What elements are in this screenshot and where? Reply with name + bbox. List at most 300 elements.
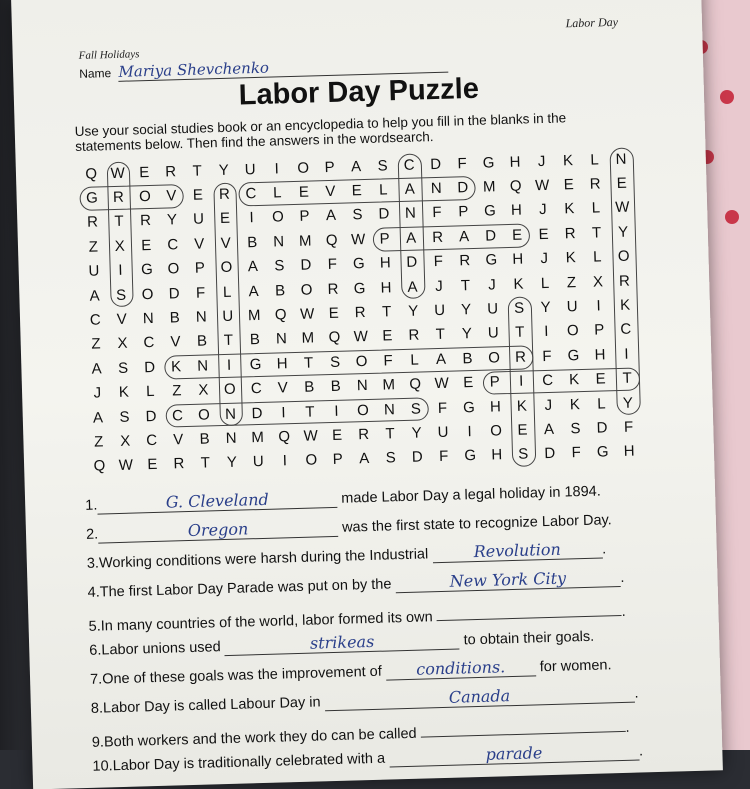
grid-letter[interactable]: J xyxy=(544,396,553,414)
grid-letter[interactable]: R xyxy=(218,185,231,204)
grid-letter[interactable]: K xyxy=(170,357,182,376)
grid-letter[interactable]: W xyxy=(110,164,126,182)
grid-letter[interactable]: K xyxy=(569,395,581,413)
grid-letter[interactable]: X xyxy=(592,273,604,291)
grid-letter[interactable]: N xyxy=(195,308,207,326)
grid-letter[interactable]: L xyxy=(145,383,155,401)
grid-letter[interactable]: F xyxy=(195,284,206,302)
grid-letter[interactable]: M xyxy=(382,376,396,394)
grid-letter[interactable]: U xyxy=(192,210,205,229)
grid-letter[interactable]: P xyxy=(194,259,206,278)
grid-letter[interactable]: M xyxy=(251,428,265,447)
grid-letter[interactable]: Y xyxy=(411,424,422,442)
grid-letter[interactable]: L xyxy=(590,151,599,169)
grid-letter[interactable]: D xyxy=(406,253,418,272)
grid-letter[interactable]: G xyxy=(85,189,98,207)
grid-letter[interactable]: F xyxy=(433,253,444,271)
grid-letter[interactable]: E xyxy=(538,225,549,244)
grid-letter[interactable]: D xyxy=(251,404,263,422)
grid-letter[interactable]: R xyxy=(354,304,366,322)
grid-letter[interactable]: D xyxy=(168,284,180,303)
grid-letter[interactable]: R xyxy=(165,162,177,181)
grid-letter[interactable]: V xyxy=(116,310,128,328)
grid-letter[interactable]: J xyxy=(488,276,496,294)
grid-letter[interactable]: D xyxy=(300,256,312,275)
grid-letter[interactable]: G xyxy=(483,202,497,221)
grid-letter[interactable]: K xyxy=(619,296,631,314)
grid-letter[interactable]: J xyxy=(93,384,102,402)
grid-letter[interactable]: O xyxy=(356,401,370,419)
grid-letter[interactable]: S xyxy=(119,408,130,426)
grid-letter[interactable]: B xyxy=(304,378,315,396)
question-number: 4. xyxy=(87,584,101,601)
grid-letter[interactable]: V xyxy=(277,379,289,397)
grid-letter[interactable]: E xyxy=(141,236,152,255)
grid-letter[interactable]: O xyxy=(487,349,501,367)
grid-letter[interactable]: G xyxy=(567,346,580,365)
grid-letter[interactable]: R xyxy=(514,348,527,366)
grid-letter[interactable]: R xyxy=(408,326,420,345)
grid-letter[interactable]: D xyxy=(544,445,556,463)
grid-letter[interactable]: Y xyxy=(218,161,229,179)
grid-letter[interactable]: I xyxy=(334,402,339,420)
grid-letter[interactable]: Y xyxy=(461,325,473,343)
grid-letter[interactable]: S xyxy=(115,286,127,304)
grid-letter[interactable]: O xyxy=(223,380,236,399)
grid-letter[interactable]: Y xyxy=(622,394,634,412)
grid-letter[interactable]: T xyxy=(200,454,211,473)
grid-letter[interactable]: S xyxy=(570,420,581,438)
grid-letter[interactable]: I xyxy=(118,262,123,280)
grid-letter[interactable]: A xyxy=(458,227,470,246)
grid-letter[interactable]: H xyxy=(510,202,523,220)
grid-letter[interactable]: E xyxy=(192,186,204,204)
grid-letter[interactable]: D xyxy=(145,407,157,425)
grid-letter[interactable]: N xyxy=(615,150,627,168)
grid-letter[interactable]: J xyxy=(435,277,444,295)
grid-letter[interactable]: T xyxy=(223,332,234,350)
grid-letter[interactable]: A xyxy=(92,408,104,427)
grid-letter[interactable]: N xyxy=(383,400,396,419)
grid-letter[interactable]: S xyxy=(377,157,388,175)
grid-letter[interactable]: U xyxy=(566,298,578,316)
grid-letter[interactable]: N xyxy=(224,405,237,423)
grid-letter[interactable]: H xyxy=(594,346,606,364)
grid-letter[interactable]: H xyxy=(491,446,503,464)
grid-letter[interactable]: B xyxy=(169,309,181,327)
grid-letter[interactable]: E xyxy=(298,183,310,201)
grid-letter[interactable]: S xyxy=(352,206,363,224)
grid-letter[interactable]: W xyxy=(534,176,550,195)
grid-letter[interactable]: R xyxy=(618,272,631,290)
grid-letter[interactable]: C xyxy=(403,156,415,174)
grid-letter[interactable]: V xyxy=(325,182,336,201)
grid-letter[interactable]: E xyxy=(511,226,523,244)
corner-title: Labor Day xyxy=(565,14,619,31)
grid-letter[interactable]: T xyxy=(435,326,446,344)
grid-letter[interactable]: Y xyxy=(540,298,551,317)
grid-letter[interactable]: Y xyxy=(166,211,178,229)
grid-letter[interactable]: U xyxy=(244,160,256,179)
grid-letter[interactable]: C xyxy=(245,185,257,203)
grid-letter[interactable]: T xyxy=(114,213,124,231)
grid-letter[interactable]: A xyxy=(435,350,447,368)
grid-letter[interactable]: G xyxy=(249,355,262,374)
grid-letter[interactable]: L xyxy=(272,184,282,202)
answer-blank[interactable]: New York City xyxy=(395,568,620,593)
grid-letter[interactable]: O xyxy=(297,159,310,177)
grid-letter[interactable]: P xyxy=(489,373,500,391)
grid-letter[interactable]: O xyxy=(138,188,151,206)
grid-letter[interactable]: H xyxy=(623,442,635,461)
grid-letter[interactable]: F xyxy=(457,154,467,173)
grid-letter[interactable]: R xyxy=(86,213,99,232)
grid-letter[interactable]: F xyxy=(438,448,449,466)
grid-letter[interactable]: L xyxy=(410,351,419,369)
grid-letter[interactable]: R xyxy=(459,252,471,270)
grid-letter[interactable]: R xyxy=(431,228,444,246)
grid-letter[interactable]: A xyxy=(89,287,100,305)
grid-letter[interactable]: W xyxy=(350,230,366,249)
grid-letter[interactable]: V xyxy=(220,234,231,252)
grid-letter[interactable]: L xyxy=(592,248,602,266)
grid-letter[interactable]: X xyxy=(198,381,209,399)
grid-letter[interactable]: K xyxy=(516,397,528,415)
grid-letter[interactable]: G xyxy=(353,279,366,297)
grid-letter[interactable]: R xyxy=(112,188,125,207)
grid-letter[interactable]: R xyxy=(357,425,370,444)
grid-letter[interactable]: B xyxy=(274,281,286,300)
question-text: Labor Day is called Labour Day in xyxy=(102,694,321,717)
grid-letter[interactable]: I xyxy=(281,403,286,421)
grid-letter[interactable]: B xyxy=(462,349,473,368)
grid-letter[interactable]: S xyxy=(410,400,422,418)
grid-letter[interactable]: R xyxy=(173,455,185,473)
grid-letter[interactable]: D xyxy=(378,205,390,224)
grid-letter[interactable]: S xyxy=(329,353,341,371)
grid-letter[interactable]: R xyxy=(327,280,339,298)
grid-letter[interactable]: A xyxy=(404,180,416,198)
grid-letter[interactable]: H xyxy=(379,254,392,272)
grid-letter[interactable]: X xyxy=(114,237,126,255)
grid-letter[interactable]: I xyxy=(274,160,279,178)
grid-letter[interactable]: A xyxy=(325,207,337,225)
answer-blank[interactable]: Canada xyxy=(324,684,634,712)
grid-letter[interactable]: H xyxy=(509,153,521,171)
grid-letter[interactable]: B xyxy=(196,332,208,351)
grid-letter[interactable]: O xyxy=(271,208,285,227)
grid-letter[interactable]: O xyxy=(617,247,630,266)
grid-letter[interactable]: Y xyxy=(407,302,419,320)
grid-letter[interactable]: I xyxy=(596,297,601,315)
grid-letter[interactable]: P xyxy=(458,203,469,221)
grid-letter[interactable]: Z xyxy=(172,382,182,400)
grid-letter[interactable]: T xyxy=(515,324,525,342)
grid-letter[interactable]: F xyxy=(571,444,582,462)
grid-letter[interactable]: H xyxy=(380,278,392,297)
grid-letter[interactable]: G xyxy=(482,154,495,172)
grid-letter[interactable]: N xyxy=(275,330,288,348)
grid-letter[interactable]: W xyxy=(353,328,369,346)
grid-letter[interactable]: T xyxy=(381,303,392,321)
grid-letter[interactable]: P xyxy=(594,321,605,340)
grid-letter[interactable]: Q xyxy=(93,457,106,476)
grid-letter[interactable]: U xyxy=(437,423,449,442)
grid-letter[interactable]: N xyxy=(356,377,368,395)
grid-letter[interactable]: E xyxy=(563,176,574,194)
grid-letter[interactable]: N xyxy=(430,179,442,198)
series-label: Fall Holidays xyxy=(78,48,140,62)
grid-letter[interactable]: J xyxy=(540,250,549,268)
grid-letter[interactable]: G xyxy=(352,255,365,273)
grid-letter[interactable]: U xyxy=(222,307,234,326)
grid-letter[interactable]: U xyxy=(434,301,446,320)
grid-letter[interactable]: E xyxy=(331,426,343,444)
grid-letter[interactable]: F xyxy=(383,352,393,370)
grid-letter[interactable]: T xyxy=(305,403,315,421)
grid-letter[interactable]: A xyxy=(407,278,418,296)
answer-blank[interactable]: parade xyxy=(389,742,639,768)
question-number: 7. xyxy=(89,671,103,688)
grid-letter[interactable]: D xyxy=(596,419,608,437)
grid-letter[interactable]: D xyxy=(411,448,423,467)
pattern-dot xyxy=(725,210,739,224)
grid-letter[interactable]: A xyxy=(350,157,362,176)
grid-letter[interactable]: C xyxy=(167,236,179,254)
grid-letter[interactable]: W xyxy=(303,427,318,445)
grid-letter[interactable]: W xyxy=(299,305,315,323)
grid-letter[interactable]: Y xyxy=(460,301,472,319)
answer-blank[interactable]: G. Cleveland xyxy=(97,489,337,515)
grid-letter[interactable]: C xyxy=(143,334,155,352)
grid-letter[interactable]: H xyxy=(276,355,288,373)
grid-letter[interactable]: C xyxy=(250,380,262,398)
grid-letter[interactable]: V xyxy=(172,431,184,449)
grid-letter[interactable]: T xyxy=(303,354,314,372)
grid-letter[interactable]: K xyxy=(564,200,575,218)
grid-letter[interactable]: I xyxy=(226,356,232,374)
grid-letter[interactable]: O xyxy=(305,451,318,470)
grid-letter[interactable]: U xyxy=(88,262,100,280)
grid-letter[interactable]: N xyxy=(142,309,154,328)
grid-letter[interactable]: S xyxy=(385,449,397,467)
grid-letter[interactable]: Q xyxy=(409,375,422,394)
grid-letter[interactable]: O xyxy=(167,260,180,278)
grid-letter[interactable]: W xyxy=(615,199,630,217)
grid-letter[interactable]: I xyxy=(467,423,472,441)
grid-letter[interactable]: A xyxy=(405,229,417,247)
grid-letter[interactable]: I xyxy=(249,209,254,227)
grid-letter[interactable]: Q xyxy=(85,165,98,183)
grid-letter[interactable]: H xyxy=(489,397,502,416)
grid-letter[interactable]: B xyxy=(330,377,342,396)
grid-letter[interactable]: I xyxy=(544,323,549,341)
grid-letter[interactable]: R xyxy=(589,175,601,193)
grid-letter[interactable]: I xyxy=(282,452,288,470)
grid-letter[interactable]: N xyxy=(273,233,285,251)
question-text: to obtain their goals. xyxy=(463,628,595,649)
grid-letter[interactable]: V xyxy=(170,333,181,351)
grid-letter[interactable]: E xyxy=(147,456,158,474)
grid-letter[interactable]: O xyxy=(566,322,579,340)
page-title: Labor Day Puzzle xyxy=(238,72,480,112)
found-word-circle xyxy=(508,297,536,467)
grid-letter[interactable]: N xyxy=(404,205,417,223)
grid-letter[interactable]: S xyxy=(518,445,529,464)
grid-letter[interactable]: F xyxy=(623,418,634,436)
grid-letter[interactable]: Q xyxy=(274,306,287,324)
grid-letter[interactable]: B xyxy=(246,233,258,252)
grid-letter[interactable]: L xyxy=(596,394,606,413)
grid-letter[interactable]: V xyxy=(166,187,177,205)
grid-letter[interactable]: T xyxy=(192,162,203,180)
grid-letter[interactable]: E xyxy=(382,327,393,345)
grid-letter[interactable]: L xyxy=(222,283,232,301)
grid-letter[interactable]: S xyxy=(117,359,129,377)
grid-letter[interactable]: S xyxy=(274,257,285,275)
grid-letter[interactable]: X xyxy=(119,432,131,450)
grid-letter[interactable]: B xyxy=(199,430,210,448)
grid-letter[interactable]: K xyxy=(562,151,574,170)
grid-letter[interactable]: E xyxy=(616,174,627,193)
grid-letter[interactable]: E xyxy=(462,374,474,392)
question-text: One of these goals was the improvement of xyxy=(101,663,383,688)
grid-letter[interactable]: T xyxy=(591,224,602,242)
question-text: Labor unions used xyxy=(101,639,221,659)
grid-letter[interactable]: P xyxy=(324,158,335,176)
grid-letter[interactable]: V xyxy=(193,235,205,253)
grid-letter[interactable]: C xyxy=(620,321,632,339)
grid-letter[interactable]: A xyxy=(247,258,259,276)
grid-letter[interactable]: E xyxy=(219,210,231,228)
grid-letter[interactable]: D xyxy=(457,179,469,197)
grid-letter[interactable]: A xyxy=(359,450,370,468)
grid-letter[interactable]: O xyxy=(355,352,368,371)
grid-letter[interactable]: Q xyxy=(325,231,338,249)
grid-letter[interactable]: X xyxy=(117,335,128,353)
grid-letter[interactable]: R xyxy=(139,212,152,230)
grid-letter[interactable]: Z xyxy=(88,238,99,256)
grid-letter[interactable]: O xyxy=(220,258,233,277)
question-text: Working conditions were harsh during the Industrial xyxy=(98,546,429,572)
grid-letter[interactable]: T xyxy=(385,425,395,443)
grid-letter[interactable]: F xyxy=(542,347,552,365)
grid-letter[interactable]: M xyxy=(482,178,496,196)
grid-letter[interactable]: G xyxy=(462,398,475,416)
grid-letter[interactable]: P xyxy=(379,230,390,248)
grid-letter[interactable]: H xyxy=(512,250,524,269)
answer-blank[interactable]: strikeas xyxy=(224,631,459,657)
question-text: made Labor Day a legal holiday in 1894. xyxy=(341,483,601,507)
grid-letter[interactable]: M xyxy=(247,306,261,325)
grid-letter[interactable]: Q xyxy=(328,329,341,347)
grid-letter[interactable]: W xyxy=(118,456,134,475)
grid-letter[interactable]: L xyxy=(591,199,601,218)
answer-blank[interactable]: conditions. xyxy=(386,657,536,680)
grid-letter[interactable]: E xyxy=(351,182,363,200)
grid-letter[interactable]: K xyxy=(118,383,130,402)
grid-letter[interactable]: U xyxy=(487,324,500,343)
grid-letter[interactable]: F xyxy=(327,256,338,274)
answer-blank[interactable]: Revolution xyxy=(432,540,602,564)
grid-letter[interactable]: K xyxy=(513,275,524,293)
grid-letter[interactable]: S xyxy=(513,299,525,317)
grid-letter[interactable]: O xyxy=(141,285,154,303)
pattern-dot xyxy=(720,90,734,104)
answer-blank[interactable]: Oregon xyxy=(98,518,338,544)
grid-letter[interactable]: A xyxy=(248,282,259,300)
grid-letter[interactable]: C xyxy=(542,372,554,390)
grid-letter[interactable]: Q xyxy=(509,177,522,196)
grid-letter[interactable]: R xyxy=(564,224,576,243)
grid-letter[interactable]: P xyxy=(299,208,310,226)
grid-letter[interactable]: T xyxy=(460,276,471,294)
grid-letter[interactable]: Q xyxy=(278,428,291,446)
grid-letter[interactable]: A xyxy=(543,420,555,439)
grid-letter[interactable]: P xyxy=(332,451,344,469)
grid-letter[interactable]: W xyxy=(434,374,450,393)
grid-letter[interactable]: M xyxy=(298,232,312,250)
grid-letter[interactable]: D xyxy=(429,155,442,173)
question-list xyxy=(85,479,693,786)
grid-letter[interactable]: G xyxy=(485,251,498,269)
name-label: Name xyxy=(79,66,112,81)
grid-letter[interactable]: F xyxy=(437,399,448,417)
grid-letter[interactable]: C xyxy=(89,311,101,329)
question-number: 9. xyxy=(91,734,105,751)
grid-letter[interactable]: M xyxy=(301,329,315,348)
grid-letter[interactable]: E xyxy=(517,421,528,439)
grid-letter[interactable]: Z xyxy=(566,273,577,292)
grid-letter[interactable]: K xyxy=(568,371,580,389)
grid-letter[interactable]: T xyxy=(622,369,632,388)
grid-letter[interactable]: O xyxy=(197,405,211,424)
grid-letter[interactable]: A xyxy=(91,360,102,378)
grid-letter[interactable]: Z xyxy=(91,335,101,354)
grid-letter[interactable]: Z xyxy=(93,433,104,451)
grid-letter[interactable]: L xyxy=(540,274,550,292)
grid-letter[interactable]: Y xyxy=(617,223,629,241)
grid-letter[interactable]: Y xyxy=(226,454,238,472)
grid-letter[interactable]: C xyxy=(171,406,184,425)
grid-letter[interactable]: E xyxy=(328,304,339,323)
grid-letter[interactable]: N xyxy=(196,357,209,375)
grid-letter[interactable]: U xyxy=(487,300,499,318)
grid-letter[interactable]: D xyxy=(144,358,156,377)
grid-letter[interactable]: O xyxy=(490,422,503,440)
grid-letter[interactable]: N xyxy=(225,429,237,447)
grid-letter[interactable]: O xyxy=(300,281,313,299)
grid-letter[interactable]: F xyxy=(432,204,442,222)
grid-letter[interactable]: I xyxy=(518,372,524,390)
grid-letter[interactable]: J xyxy=(538,201,547,219)
grid-letter[interactable]: E xyxy=(138,163,150,181)
grid-letter[interactable]: L xyxy=(378,181,388,199)
student-name[interactable]: Mariya Shevchenko xyxy=(118,54,448,82)
grid-letter[interactable]: C xyxy=(146,431,158,450)
grid-letter[interactable]: J xyxy=(537,152,546,170)
grid-letter[interactable]: U xyxy=(252,453,265,471)
grid-letter[interactable]: G xyxy=(596,443,609,461)
answer-blank[interactable] xyxy=(436,597,621,621)
grid-letter[interactable]: E xyxy=(595,370,606,388)
grid-letter[interactable]: G xyxy=(464,447,477,465)
grid-letter[interactable]: I xyxy=(624,345,629,363)
grid-letter[interactable]: K xyxy=(565,249,577,267)
grid-letter[interactable]: G xyxy=(140,261,154,279)
grid-letter[interactable]: B xyxy=(249,331,261,349)
grid-letter[interactable]: D xyxy=(484,227,497,245)
